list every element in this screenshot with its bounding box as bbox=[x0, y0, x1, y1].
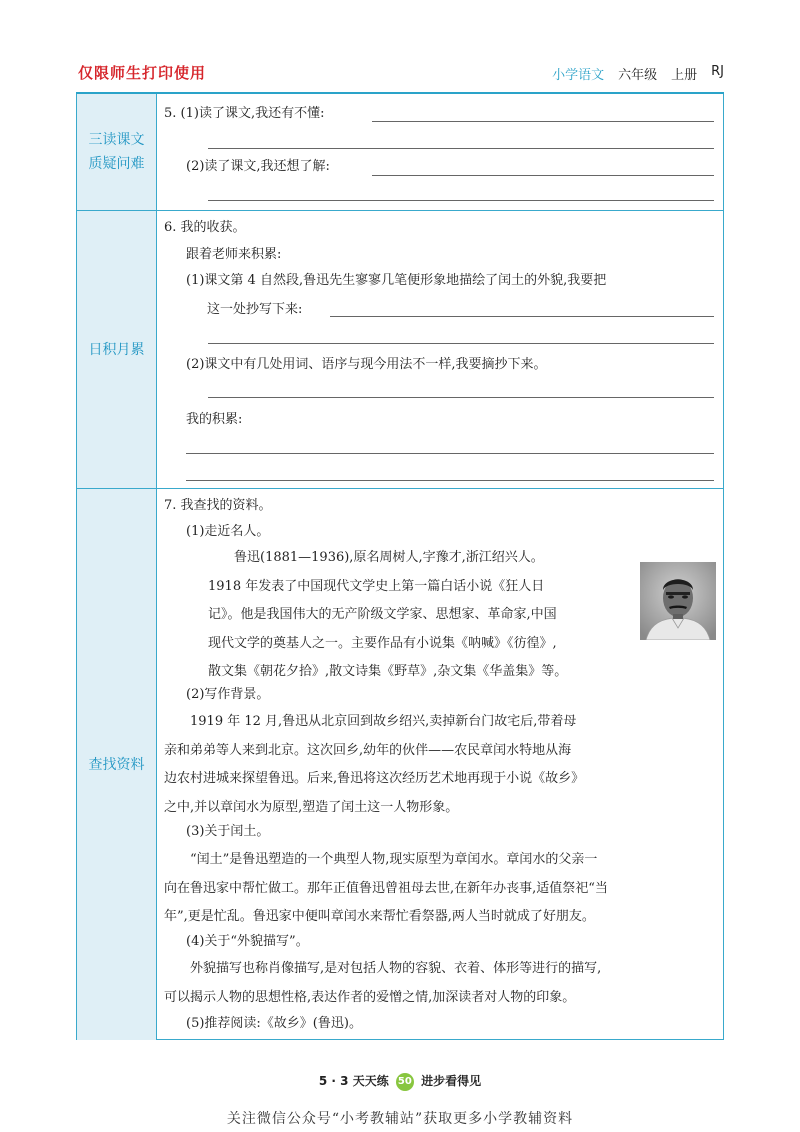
text-line: “闰土”是鲁迅塑造的一个典型人物,现实原型为章闰水。章闰水的父亲一 bbox=[164, 852, 598, 867]
footer-series: 5 · 3 天天练 bbox=[318, 1074, 389, 1088]
print-watermark: 仅限师生打印使用 bbox=[78, 64, 207, 82]
background-paragraph bbox=[164, 708, 584, 822]
answer-line[interactable] bbox=[330, 316, 714, 317]
text-line: 鲁迅(1881—1936),原名周树人,字豫才,浙江绍兴人。 bbox=[208, 550, 544, 565]
q7-subheading: (4)关于“外貌描写”。 bbox=[186, 934, 309, 949]
q5-part1-prompt: 5. (1)读了课文,我还有不懂: bbox=[164, 106, 325, 121]
answer-line[interactable] bbox=[372, 121, 714, 122]
q5-part2-prompt: (2)读了课文,我还想了解: bbox=[186, 159, 330, 174]
page-number: 50 bbox=[396, 1073, 414, 1091]
page-header-info bbox=[552, 64, 724, 83]
answer-line[interactable] bbox=[208, 397, 714, 398]
text-line: 可以揭示人物的思想性格,表达作者的爱憎之情,加深读者对人物的印象。 bbox=[164, 989, 576, 1005]
text-line: 现代文学的奠基人之一。主要作品有小说集《呐喊》《彷徨》, bbox=[208, 635, 557, 651]
text-line: 之中,并以章闰水为原型,塑造了闰土这一人物形象。 bbox=[164, 799, 459, 815]
bottom-promo-note: 关注微信公众号“小考教辅站”获取更多小学教辅资料 bbox=[226, 1111, 574, 1127]
q6-part1-prompt: (1)课文第 4 自然段,鲁迅先生寥寥几笔便形象地描绘了闰土的外貌,我要把 bbox=[186, 273, 607, 288]
biography-paragraph bbox=[208, 544, 567, 687]
text-line: 1919 年 12 月,鲁迅从北京回到故乡绍兴,卖掉新台门故宅后,带着母 bbox=[164, 714, 577, 729]
description-paragraph bbox=[164, 955, 601, 1012]
text-line: 向在鲁迅家中帮忙做工。那年正值鲁迅曾祖母去世,在新年办丧事,适值祭祀“当 bbox=[164, 880, 608, 896]
section-label-text: 查找资料 bbox=[88, 756, 145, 773]
answer-line[interactable] bbox=[372, 175, 714, 176]
answer-line[interactable] bbox=[208, 343, 714, 344]
text-line: 散文集《朝花夕拾》,散文诗集《野草》,杂文集《华盖集》等。 bbox=[208, 664, 568, 679]
answer-line[interactable] bbox=[208, 148, 714, 149]
grade-label: 六年级 bbox=[618, 68, 658, 83]
q7-subheading: (1)走近名人。 bbox=[186, 524, 270, 539]
text-line: 亲和弟弟等人来到北京。这次回乡,幼年的伙伴——农民章闰水特地从海 bbox=[164, 742, 572, 758]
footer-slogan: 进步看得见 bbox=[421, 1074, 482, 1088]
text-line: 年”,更是忙乱。鲁迅家中便叫章闰水来帮忙看祭器,两人当时就成了好朋友。 bbox=[164, 909, 595, 924]
answer-line[interactable] bbox=[186, 453, 714, 454]
section-label-line: 三读课文 bbox=[88, 132, 145, 148]
q7-title: 7. 我查找的资料。 bbox=[164, 498, 272, 513]
text-line: 边农村进城来探望鲁迅。后来,鲁迅将这次经历艺术地再现于小说《故乡》 bbox=[164, 771, 585, 786]
edition-label: RJ bbox=[711, 64, 724, 79]
q7-subheading: (3)关于闰土。 bbox=[186, 824, 270, 839]
q7-subheading: (2)写作背景。 bbox=[186, 687, 270, 702]
answer-line[interactable] bbox=[186, 480, 714, 481]
text-line: 1918 年发表了中国现代文学史上第一篇白话小说《狂人日 bbox=[208, 578, 545, 594]
volume-label: 上册 bbox=[671, 68, 698, 83]
row-divider bbox=[77, 210, 723, 211]
q6-part2-prompt: (2)课文中有几处用词、语序与现今用法不一样,我要摘抄下来。 bbox=[186, 357, 547, 372]
text-line: 记》。他是我国伟大的无产阶级文学家、思想家、革命家,中国 bbox=[208, 607, 557, 622]
author-portrait bbox=[640, 562, 716, 640]
q6-title: 6. 我的收获。 bbox=[164, 220, 246, 235]
page-footer bbox=[0, 1072, 800, 1091]
section-label-accumulate bbox=[77, 211, 157, 488]
subject-label: 小学语文 bbox=[552, 68, 605, 83]
q6-intro: 跟着老师来积累: bbox=[186, 247, 282, 262]
answer-line[interactable] bbox=[208, 200, 714, 201]
runtu-paragraph bbox=[164, 846, 608, 932]
q6-my-accumulation: 我的积累: bbox=[186, 412, 243, 427]
section-label-text: 日积月累 bbox=[88, 341, 145, 358]
text-line: 外貌描写也称肖像描写,是对包括人物的容貌、衣着、体形等进行的描写, bbox=[164, 961, 602, 976]
section-label-reread bbox=[77, 94, 157, 210]
q6-part1-prompt-cont: 这一处抄写下来: bbox=[207, 302, 303, 317]
q7-recommended-reading: (5)推荐阅读:《故乡》(鲁迅)。 bbox=[186, 1016, 362, 1031]
section-label-research bbox=[77, 489, 157, 1040]
row-divider bbox=[77, 488, 723, 489]
section-label-line: 质疑问难 bbox=[88, 156, 145, 172]
